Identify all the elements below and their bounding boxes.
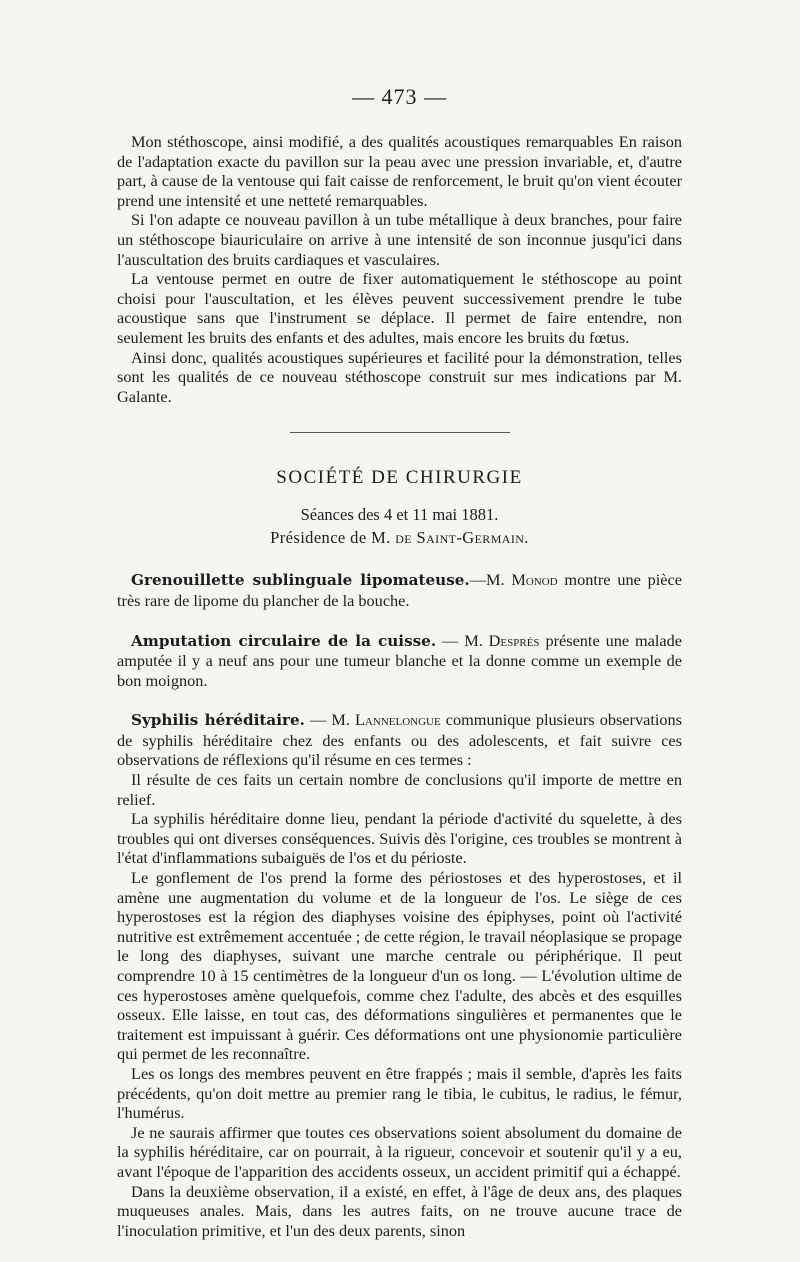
entry-title: Grenouillette sublinguale lipomateuse. [131,571,470,590]
entry-grenouillette [117,570,682,610]
session-dates: Séances des 4 et 11 mai 1881. [300,505,499,525]
entry-title: Amputation circulaire de la cuisse. [131,631,437,650]
entry-text: communique plusieurs observations de syphilis héréditaire chez des enfants ou des adolescents, et fait suivre ces observations de réflexions qu'il résume en ces termes : [117,710,682,770]
entry-syphilis [117,710,682,770]
entry-amputation [117,631,682,691]
presidence-prefix: Présidence de M. [270,528,391,548]
paragraph: Les os longs des membres peuvent en être frappés ; mais il semble, d'après les faits précédents, qu'on doit mettre au premier rang le tibia, le cubitus, le radius, le fémur, l'humérus. [117,1063,682,1123]
paragraph: Si l'on adapte ce nouveau pavillon à un tube métallique à deux branches, pour faire un stéthoscope biauriculaire on arrive à une intensité de son inconnue jusqu'ici dans l'auscultation des bruits cardiaques et vasculaires. [117,210,682,269]
paragraph: Il résulte de ces faits un certain nombre de conclusions qu'il importe de mettre en relief. [117,770,682,809]
entry-author: — M. Després [436,630,540,650]
stethoscope-section [117,132,682,406]
presidence-line [117,528,682,548]
entry-author: — M. Lannelongue [304,710,441,730]
syphilis-section [117,770,682,1240]
paragraph: Mon stéthoscope, ainsi modifié, a des qualités acoustiques remarquables En raison de l'adaptation exacte du pavillon sur la peau avec une pression invariable, et, d'autre part, à cause de la ventouse qui fait caisse de renforcement, le bruit qu'on vient écouter prend une intensité et une netteté remarquables. [117,132,682,210]
entry-title: Syphilis héréditaire. [131,711,305,730]
paragraph: Le gonflement de l'os prend la forme des périostoses et des hyperostoses, et il amène une augmentation du volume et de la longueur de l'os. Le siège de ces hyperostoses est la région des diaphyses voisine des épiphyses, point où l'activité nutritive est extrêmement accentuée ; de cette région, le travail néoplasique se propage le long des diaphyses, suivant une marche centrale ou périphérique. Il peut comprendre 10 à 15 centimètres de la longueur d'un os long. — L'évolution ultime de ces hyperostoses amène quelquefois, comme chez l'adulte, des abcès et des esquilles osseux. Elle laisse, en tout cas, des déformations singulières et permanentes que le traitement est impuissant à guérir. Ces déformations ont une physionomie particulière qui permet de les reconnaître. [117,868,682,1064]
entry-text: présente une malade amputée il y a neuf ans pour une tumeur blanche et la donne comme un exemple de bon moignon. [117,630,682,690]
paragraph: La syphilis héréditaire donne lieu, pendant la période d'activité du squelette, à des troubles qui ont diverses conséquences. Suivis dès l'origine, ces troubles se montrent à l'état d'inflammations subaiguës de l'os et du périoste. [117,809,682,868]
entry-text: montre une pièce très rare de lipome du plancher de la bouche. [117,570,682,610]
paragraph: La ventouse permet en outre de fixer automatiquement le stéthoscope au point choisi pour l'auscultation, et les élèves peuvent successivement prendre le tube acoustique sans que l'instrument se déplace. Il permet de faire entendre, non seulement les bruits des enfants et des adultes, mais encore les bruits du fœtus. [117,269,682,347]
section-heading: SOCIÉTÉ DE CHIRURGIE [276,467,523,489]
president-name: de Saint-Germain. [395,528,529,548]
entry-author: —M. Monod [469,570,558,590]
paragraph: Ainsi donc, qualités acoustiques supérieures et facilité pour la démonstration, telles sont les qualités de ce nouveau stéthoscope construit sur mes indications par M. Galante. [117,347,682,406]
paragraph: Dans la deuxième observation, il a existé, en effet, à l'âge de deux ans, des plaques muqueuses anales. Mais, dans les autres faits, on ne trouve aucune trace de l'inoculation primitive, et l'un des deux parents, sinon [117,1181,682,1240]
paragraph: Je ne saurais affirmer que toutes ces observations soient absolument du domaine de la syphilis héréditaire, car on pourrait, à la rigueur, concevoir et soutenir qu'il y a eu, avant l'époque de l'apparition des accidents osseux, un accident primitif qui a échappé. [117,1122,682,1181]
section-divider [290,432,510,433]
page-number: — 473 — [352,84,447,109]
